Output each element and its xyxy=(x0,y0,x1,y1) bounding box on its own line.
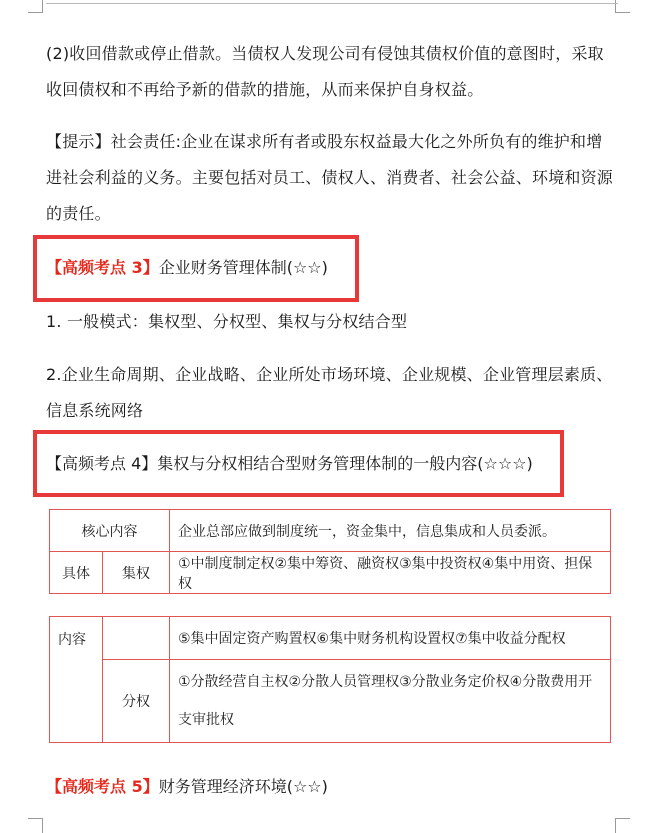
table-cell-empty xyxy=(103,617,170,660)
paragraph-line: 【提示】社会责任:企业在谋求所有者或股东权益最大化之外所负有的维护和增 xyxy=(46,132,603,151)
cell-line: 支审批权 xyxy=(178,712,234,728)
heading-tag: 【高频考点 3】 xyxy=(46,258,159,277)
heading-tag: 【高频考点 5】 xyxy=(46,777,159,796)
heading-title: 财务管理经济环境(☆☆) xyxy=(158,777,328,796)
heading-title: 企业财务管理体制(☆☆) xyxy=(158,258,328,277)
table-cell-core-label: 核心内容 xyxy=(50,510,170,552)
cell-line: ①分散经营自主权②分散人员管理权③分散业务定价权④分散费用开 xyxy=(178,674,593,690)
table-cell-centralized-value: ①中制度制定权②集中筹资、融资权③集中投资权④集中用资、担保权 xyxy=(170,552,611,594)
table-cell-centralized-continued: ⑤集中固定资产购置权⑥集中财务机构设置权⑦集中收益分配权 xyxy=(170,617,611,660)
table-content-part-1 xyxy=(49,509,611,594)
crop-mark-top-left xyxy=(28,0,43,13)
paragraph-line: (2)收回借款或停止借款。当债权人发现公司有侵蚀其债权价值的意图时，采取 xyxy=(46,44,604,63)
crop-mark-bottom-left xyxy=(28,818,43,833)
paragraph-line: 收回债权和不再给予新的借款的措施，从而来保护自身权益。 xyxy=(46,80,484,99)
table-cell-content-label: 内容 xyxy=(50,617,103,743)
paragraph-line: 2.企业生命周期、企业战略、企业所处市场环境、企业规模、企业管理层素质、 xyxy=(46,365,613,384)
paragraph-tip-social-responsibility xyxy=(46,124,618,232)
table-row xyxy=(50,617,611,660)
paragraph-line: 的责任。 xyxy=(46,204,111,223)
heading-point-3 xyxy=(46,250,328,286)
heading-tag: 【高频考点 4】 xyxy=(46,454,158,473)
list-item-1 xyxy=(46,304,618,340)
crop-mark-bottom-right xyxy=(615,818,630,833)
table-row xyxy=(50,510,611,552)
crop-mark-top-right xyxy=(615,0,630,13)
table-cell-core-value: 企业总部应做到制度统一，资金集中，信息集成和人员委派。 xyxy=(170,510,611,552)
table-cell-decentralized-label: 分权 xyxy=(103,660,170,743)
list-item-2 xyxy=(46,357,618,429)
table-cell-centralized-label: 集权 xyxy=(103,552,170,594)
table-content-part-2 xyxy=(49,616,611,743)
table-cell-specific-label: 具体 xyxy=(50,552,103,594)
paragraph-line: 信息系统网络 xyxy=(46,401,144,420)
table-cell-decentralized-value xyxy=(170,660,611,743)
paragraph-line: 1. 一般模式：集权型、分权型、集权与分权结合型 xyxy=(46,312,408,331)
heading-point-5 xyxy=(46,769,328,805)
table-row xyxy=(50,660,611,743)
heading-point-4 xyxy=(46,446,533,482)
paragraph-line: 进社会利益的义务。主要包括对员工、债权人、消费者、社会公益、环境和资源 xyxy=(46,168,614,187)
paragraph-withdraw-loans xyxy=(46,36,618,108)
heading-title: 集权与分权相结合型财务管理体制的一般内容(☆☆☆) xyxy=(157,454,533,473)
table-row xyxy=(50,552,611,594)
page-top-rule xyxy=(46,3,618,4)
